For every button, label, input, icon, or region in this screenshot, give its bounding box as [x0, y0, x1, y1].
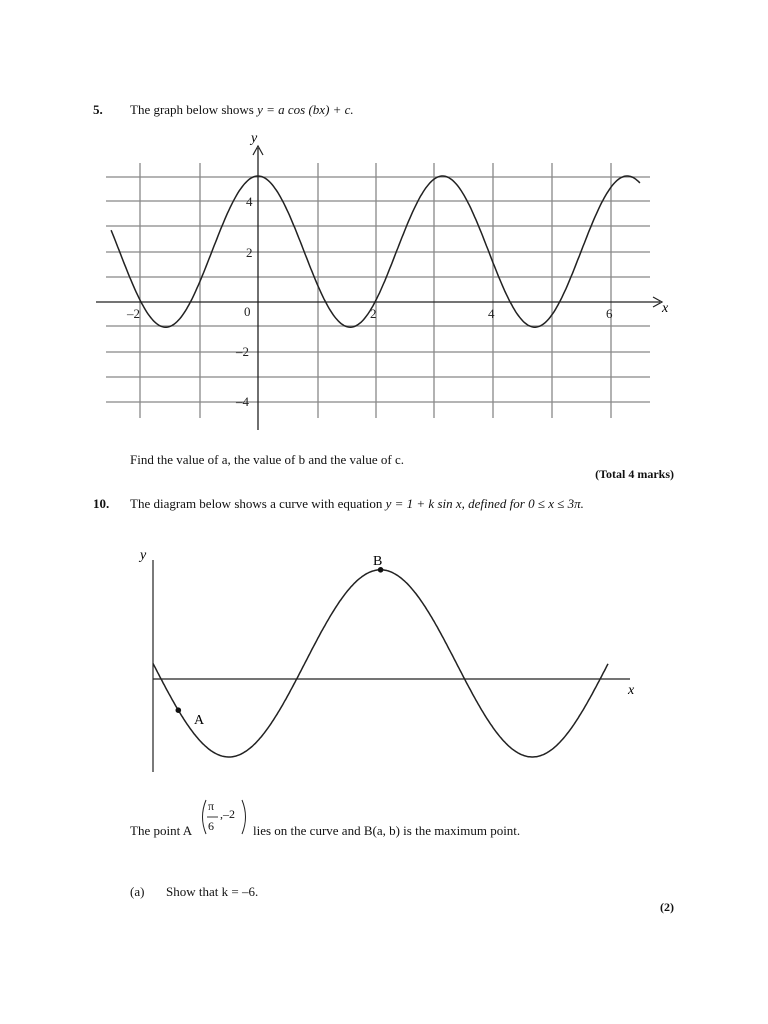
part-a-marks: (2): [660, 900, 674, 914]
point-a-fraction-denominator: 6: [208, 819, 214, 833]
q5-number: 5.: [93, 102, 103, 117]
q10-graph: [0, 530, 768, 790]
q5-x-tick-label: –2: [127, 306, 140, 321]
q10-x-axis-label: x: [628, 683, 635, 698]
point-a-fraction-numerator: π: [208, 799, 215, 813]
q5-y-tick-label: 4: [246, 194, 253, 209]
q10-point-text-before: The point A: [130, 823, 193, 838]
q5-x-tick-label: 6: [606, 306, 613, 321]
q5-y-axis-label: y: [251, 131, 258, 146]
q10-curve: [153, 570, 608, 757]
point-a-label: A: [194, 713, 205, 728]
q5-y-tick-label: –4: [236, 394, 249, 409]
q5-axes: [96, 146, 662, 430]
q5-intro: The graph below shows: [130, 102, 254, 117]
q10-statement: [130, 496, 584, 512]
q5-x-tick-label: 4: [488, 306, 495, 321]
q5-equation: y = a cos (bx) + c.: [257, 102, 354, 117]
point-a-y-value: ,–2: [220, 807, 235, 821]
q5-y-tick-label: –2: [236, 344, 249, 359]
q5-x-axis-label: x: [662, 301, 669, 316]
part-a-label: (a): [130, 884, 145, 899]
q10-number: 10.: [93, 496, 110, 511]
q10-y-axis-label: y: [140, 548, 147, 563]
point-b-label: B: [373, 554, 383, 569]
q5-x-tick-label: 0: [244, 304, 251, 319]
q5-task: Find the value of a, the value of b and the value of c.: [130, 452, 404, 467]
part-a-text: Show that k = –6.: [166, 884, 259, 899]
q5-horizontal-gridlines: [106, 177, 650, 402]
q5-total-marks: (Total 4 marks): [595, 467, 674, 481]
q5-y-tick-label: 2: [246, 245, 253, 260]
q10-intro: The diagram below shows a curve with equation: [130, 496, 383, 511]
q10-equation: y = 1 + k sin x, defined for 0 ≤ x ≤ 3π.: [385, 496, 584, 511]
q10-point-text-after: lies on the curve and B(a, b) is the maximum point.: [253, 823, 521, 838]
q5-graph: [0, 0, 768, 440]
q5-x-tick-label: 2: [370, 306, 377, 321]
point-a-marker: [176, 707, 182, 713]
